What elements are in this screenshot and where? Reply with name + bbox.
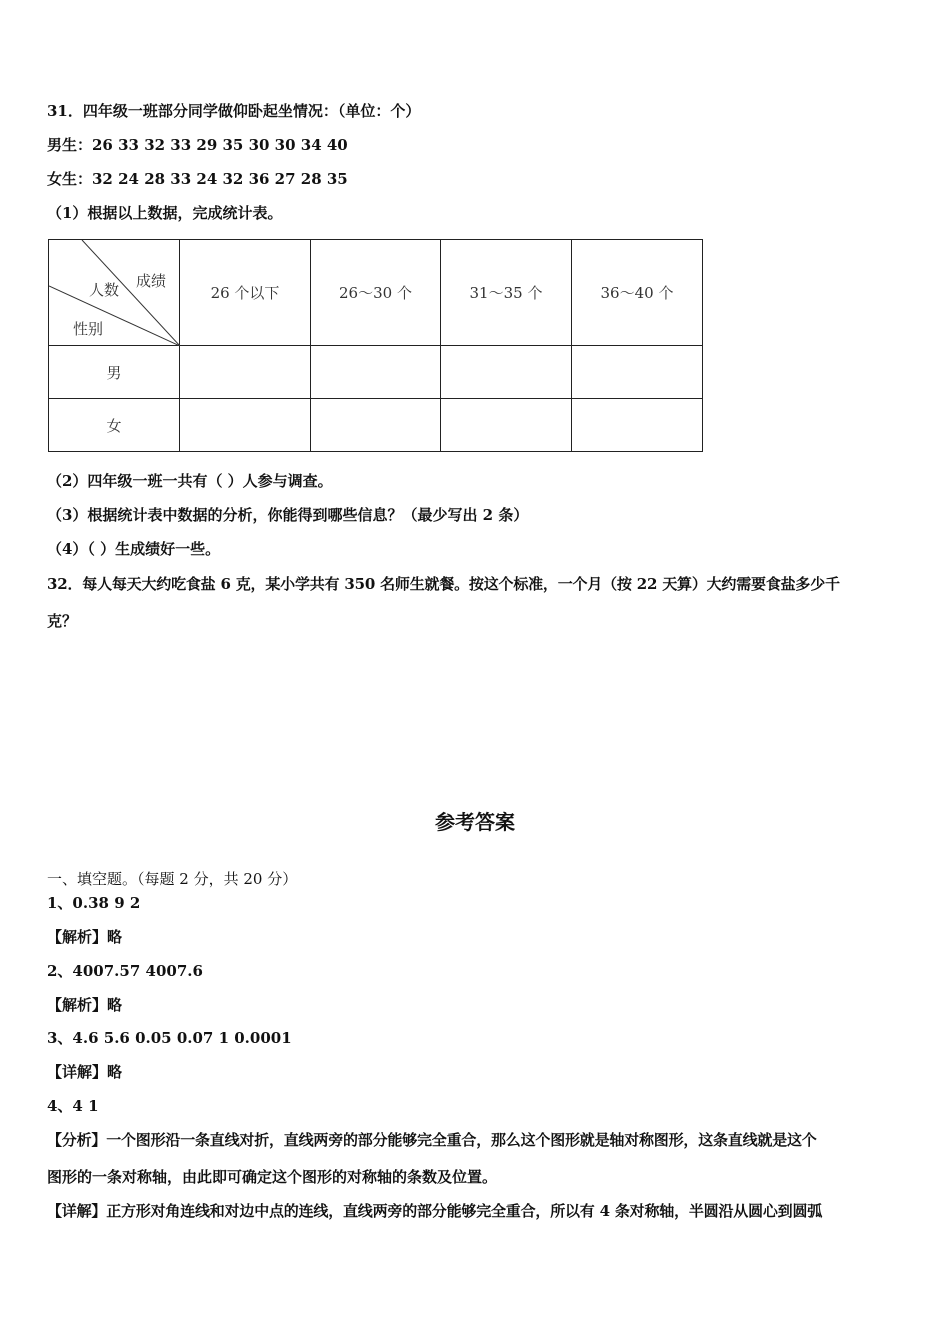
header-cell: 36～40 个 [572, 240, 703, 346]
blank-cell [441, 399, 572, 452]
answer-key-heading: 参考答案 [435, 810, 515, 834]
blank-cell [572, 399, 703, 452]
answer-section-title: 一、填空题。（每题 2 分，共 20 分） [47, 870, 298, 888]
statistics-table [48, 239, 703, 452]
answer-1: 1、0.38 9 2 [47, 894, 141, 912]
table-row [49, 399, 703, 452]
answer-2-note: 【解析】略 [47, 996, 123, 1014]
corner-label-count: 人数 [89, 281, 120, 299]
boys-data: 男生：26 33 32 33 29 35 30 30 34 40 [47, 136, 348, 154]
answer-3: 3、4.6 5.6 0.05 0.07 1 0.0001 [47, 1029, 292, 1047]
blank-cell [441, 346, 572, 399]
girls-data: 女生：32 24 28 33 24 32 36 27 28 35 [47, 170, 348, 188]
header-cell: 31～35 个 [441, 240, 572, 346]
answer-4-detail: 【详解】正方形对角连线和对边中点的连线，直线两旁的部分能够完全重合，所以有 4 条对称轴，半圆沿从圆心到圆弧 [47, 1202, 823, 1220]
row-label-boys: 男 [49, 346, 180, 399]
answer-4-analysis-line-1: 【分析】一个图形沿一条直线对折，直线两旁的部分能够完全重合，那么这个图形就是轴对称图形，这条直线就是这个 [47, 1131, 817, 1149]
row-label-girls: 女 [49, 399, 180, 452]
table-corner-cell [49, 240, 180, 346]
corner-label-gender: 性别 [73, 320, 104, 338]
question-32-line-2: 克？ [47, 612, 78, 630]
answer-1-note: 【解析】略 [47, 928, 123, 946]
answer-4-analysis-line-2: 图形的一条对称轴，由此即可确定这个图形的对称轴的条数及位置。 [47, 1168, 498, 1186]
blank-cell [311, 399, 441, 452]
header-cell: 26 个以下 [180, 240, 311, 346]
answer-3-note: 【详解】略 [47, 1063, 123, 1081]
part-1-instruction: （1）根据以上数据，完成统计表。 [47, 204, 283, 222]
question-32-line-1: 32．每人每天大约吃食盐 6 克，某小学共有 350 名师生就餐。按这个标准，一个月（按 22 天算）大约需要食盐多少千 [47, 575, 840, 593]
answer-2: 2、4007.57 4007.6 [47, 962, 203, 980]
blank-cell [180, 346, 311, 399]
header-cell: 26～30 个 [311, 240, 441, 346]
part-3-question: （3）根据统计表中数据的分析，你能得到哪些信息？（最少写出 2 条） [47, 506, 529, 524]
question-31-title: 31．四年级一班部分同学做仰卧起坐情况：（单位：个） [47, 102, 421, 120]
answer-4: 4、4 1 [47, 1097, 99, 1115]
part-4-question: （4）（ ）生成绩好一些。 [47, 540, 221, 558]
part-2-question: （2）四年级一班一共有（ ）人参与调查。 [47, 472, 333, 490]
blank-cell [311, 346, 441, 399]
table-row [49, 346, 703, 399]
blank-cell [572, 346, 703, 399]
corner-label-score: 成绩 [136, 272, 167, 290]
blank-cell [180, 399, 311, 452]
